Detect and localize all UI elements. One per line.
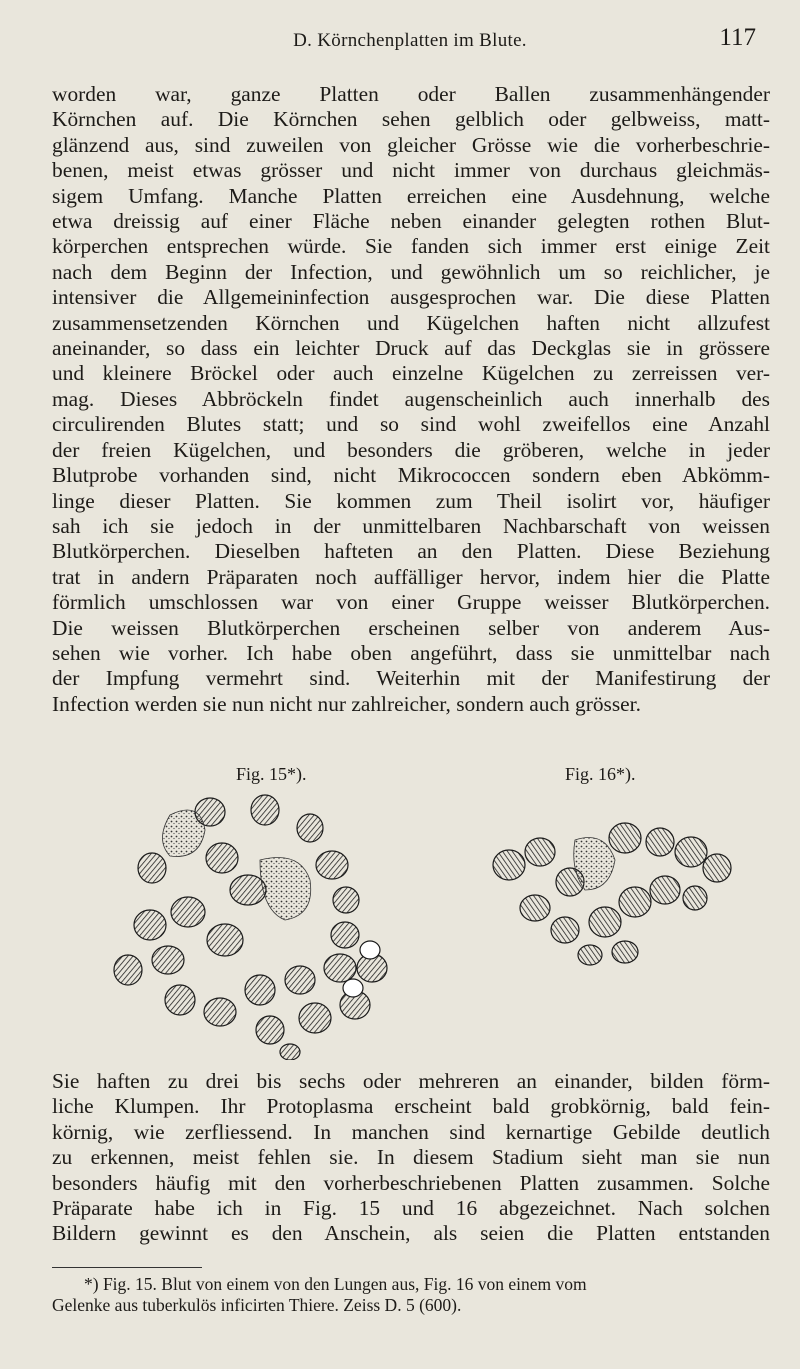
text-line: Blutkörperchen. Dieselben hafteten an den Platten. Diese Beziehung [52, 539, 770, 564]
text-line: Blutprobe vorhanden sind, nicht Mikrococcen sondern eben Abkömm- [52, 463, 770, 488]
text-line: liche Klumpen. Ihr Protoplasma erscheint bald grobkörnig, bald fein- [52, 1094, 770, 1119]
text-line: sehen wie vorher. Ich habe oben angeführt, dass sie unmittelbar nach [52, 640, 770, 665]
text-line: etwa dreissig auf einer Fläche neben einander gelegten rothen Blut- [52, 209, 770, 234]
text-line: Körnchen auf. Die Körnchen sehen gelblich oder gelbweiss, matt- [52, 107, 770, 132]
text-line: der Impfung vermehrt sind. Weiterhin mit der Manifestirung der [52, 666, 770, 691]
figure-16-illustration [485, 820, 733, 970]
text-line: benen, meist etwas grösser und nicht immer von durchaus gleichmäs- [52, 158, 770, 183]
figure-15-illustration [110, 790, 410, 1060]
text-line: und kleinere Bröckel oder auch einzelne Kügelchen zu zerreissen ver- [52, 361, 770, 386]
text-line: Präparate habe ich in Fig. 15 und 16 abgezeichnet. Nach solchen [52, 1196, 770, 1221]
running-title: D. Körnchenplatten im Blute. [293, 30, 527, 51]
text-line: Die weissen Blutkörperchen erscheinen selber von anderem Aus- [52, 615, 770, 640]
text-line: sah ich sie jedoch in der unmittelbaren Nachbarschaft von weissen [52, 513, 770, 538]
text-line: förmlich umschlossen war von einer Gruppe weisser Blutkörperchen. [52, 590, 770, 615]
text-line: körnig, wie zerfliessend. In manchen sind kernartige Gebilde deutlich [52, 1119, 770, 1144]
text-line: intensiver die Allgemeininfection ausgesprochen war. Die diese Platten [52, 285, 770, 310]
paragraph-1 [52, 82, 770, 717]
text-line: körperchen entsprechen würde. Sie fanden sich immer erst einige Zeit [52, 234, 770, 259]
text-line: glänzend aus, sind zuweilen von gleicher Grösse wie die vorherbeschrie- [52, 132, 770, 157]
footnote-rule [52, 1267, 202, 1268]
figure-16-caption: Fig. 16*). [565, 764, 636, 784]
text-line: mag. Dieses Abbröckeln findet augenscheinlich auch innerhalb des [52, 386, 770, 411]
text-line: der freien Kügelchen, und besonders die gröberen, welche in jeder [52, 437, 770, 462]
text-line: besonders häufig mit den vorherbeschriebenen Platten zusammen. Solche [52, 1170, 770, 1195]
text-line: linge dieser Platten. Sie kommen zum Theil isolirt vor, häufiger [52, 488, 770, 513]
text-line: aneinander, so dass ein leichter Druck auf das Deckglas sie in grössere [52, 336, 770, 361]
text-line: trat in andern Präparaten noch auffälliger hervor, indem hier die Platte [52, 564, 770, 589]
text-line: nach dem Beginn der Infection, und gewöhnlich um so reichlicher, je [52, 259, 770, 284]
text-line: Bildern gewinnt es den Anschein, als seien die Platten entstanden [52, 1221, 770, 1246]
footnote-line: Gelenke aus tuberkulös inficirten Thiere. Zeiss D. 5 (600). [52, 1295, 462, 1315]
text-line: zu erkennen, meist fehlen sie. In diesem Stadium sieht man sie nun [52, 1145, 770, 1170]
paragraph-2 [52, 1069, 770, 1247]
text-line: Sie haften zu drei bis sechs oder mehreren an einander, bilden förm- [52, 1069, 770, 1093]
figure-15-caption: Fig. 15*). [236, 764, 307, 784]
footnote-line: *) Fig. 15. Blut von einem von den Lungen aus, Fig. 16 von einem vom [84, 1274, 587, 1294]
text-line: circulirenden Blutes statt; und so sind wohl zweifellos eine Anzahl [52, 412, 770, 437]
text-line: sigem Umfang. Manche Platten erreichen eine Ausdehnung, welche [52, 183, 770, 208]
text-line: Infection werden sie nun nicht nur zahlreicher, sondern auch grösser. [52, 691, 641, 716]
page-number: 117 [719, 24, 756, 51]
footnote [52, 1274, 770, 1316]
text-line: zusammensetzenden Körnchen und Kügelchen haften nicht allzufest [52, 310, 770, 335]
text-line: worden war, ganze Platten oder Ballen zusammenhängender [52, 82, 770, 106]
